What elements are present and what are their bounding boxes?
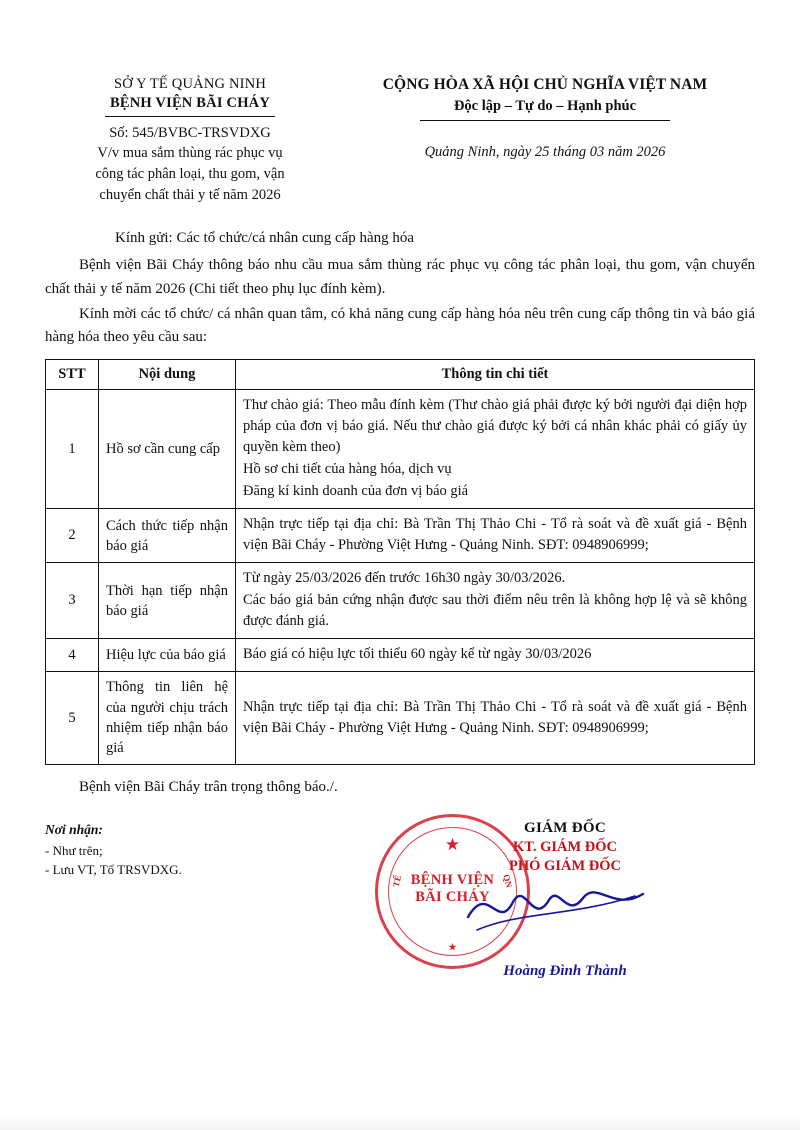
document-footer <box>0 820 800 980</box>
document-subject-line-2: công tác phân loại, thu gom, vận <box>95 165 285 182</box>
row-details <box>236 563 755 639</box>
place-and-date: Quảng Ninh, ngày 25 tháng 03 năm 2026 <box>424 143 666 160</box>
recipients-list-block <box>45 820 375 980</box>
seal-text-line-1: BỆNH VIỆN <box>410 871 495 888</box>
recipient-item: - Lưu VT, Tổ TRSVDXG. <box>45 862 182 878</box>
row-detail-line: Thư chào giá: Theo mẫu đính kèm (Thư chào giá phải được ký bởi người đại diện hợp pháp của đơn vị báo giá. Nếu thư chào giá được ký bởi cá nhân khác phải có giấy ủy quyền kèm theo) <box>243 397 747 456</box>
document-subject-line-1: V/v mua sắm thùng rác phục vụ <box>97 145 283 162</box>
star-icon: ★ <box>444 834 461 854</box>
requirements-table <box>45 359 755 764</box>
recipient-line: Kính gửi: Các tổ chức/cá nhân cung cấp hàng hóa <box>115 230 415 247</box>
signature-subtitle-line-2: PHÓ GIÁM ĐỐC <box>509 857 621 874</box>
handwritten-signature <box>463 872 648 942</box>
table-row <box>46 672 755 764</box>
recipients-title: Nơi nhận: <box>45 821 103 837</box>
hospital-name: BỆNH VIỆN BÃI CHÁY <box>109 95 271 112</box>
row-detail-line: Nhận trực tiếp tại địa chỉ: Bà Trần Thị Thảo Chi - Tổ rà soát và đề xuất giá - Bệnh viện Bãi Cháy - Phường Việt Hưng - Quảng Ninh. SĐT: 0948906999; <box>243 516 747 554</box>
table-row <box>46 390 755 509</box>
row-detail-line: Các báo giá bản cứng nhận được sau thời điểm nêu trên là không hợp lệ và sẽ không được đánh giá. <box>243 592 747 630</box>
document-header <box>0 0 800 205</box>
row-details <box>236 672 755 764</box>
document-body <box>0 227 800 349</box>
document-subject-line-3: chuyển chất thải y tế năm 2026 <box>99 186 281 203</box>
row-detail-line: Đăng kí kinh doanh của đơn vị báo giá <box>243 483 469 500</box>
seal-text <box>375 872 530 906</box>
body-paragraph-1: Bệnh viện Bãi Cháy thông báo nhu cầu mua sắm thùng rác phục vụ công tác phân loại, thu gom, vận chuyển chất thải y tế năm 2026 (Chi tiết theo phụ lục đính kèm). <box>45 257 755 297</box>
signer-name: Hoàng Đình Thành <box>503 962 627 979</box>
row-detail-line: Báo giá có hiệu lực tối thiểu 60 ngày kể từ ngày 30/03/2026 <box>243 646 592 663</box>
row-detail-line: Từ ngày 25/03/2026 đến trước 16h30 ngày 30/03/2026. <box>243 570 566 587</box>
seal-text-line-2: BÃI CHÁY <box>415 888 490 905</box>
table-row <box>46 509 755 563</box>
seal-arc-right: QN <box>500 872 514 889</box>
row-detail-line: Hồ sơ chi tiết của hàng hóa, dịch vụ <box>243 461 452 478</box>
body-paragraph-2: Kính mời các tổ chức/ cá nhân quan tâm, có khả năng cung cấp hàng hóa nêu trên cung cấp thông tin và báo giá hàng hóa theo yêu cầu sau: <box>45 305 755 346</box>
header-divider-left <box>105 116 275 117</box>
column-header-content: Nội dung <box>99 360 236 390</box>
table-row <box>46 639 755 672</box>
table-header-row <box>46 360 755 390</box>
page-bottom-shadow <box>0 1112 800 1130</box>
row-details <box>236 639 755 672</box>
row-index: 1 <box>46 390 99 509</box>
issuing-authority-block <box>45 75 335 205</box>
row-content: Cách thức tiếp nhận báo giá <box>99 509 236 563</box>
row-content: Thông tin liên hệ của người chịu trách nhiệm tiếp nhận báo giá <box>99 672 236 764</box>
column-header-details: Thông tin chi tiết <box>236 360 755 390</box>
signature-title: GIÁM ĐỐC <box>524 819 606 836</box>
column-header-stt: STT <box>46 360 99 390</box>
closing-statement: Bệnh viện Bãi Cháy trân trọng thông báo./. <box>79 778 338 795</box>
row-content: Hồ sơ cần cung cấp <box>99 390 236 509</box>
row-content: Hiệu lực của báo giá <box>99 639 236 672</box>
row-index: 5 <box>46 672 99 764</box>
row-details <box>236 390 755 509</box>
header-divider-right <box>420 120 670 121</box>
row-details <box>236 509 755 563</box>
row-detail-line: Nhận trực tiếp tại địa chỉ: Bà Trần Thị Thảo Chi - Tổ rà soát và đề xuất giá - Bệnh viện Bãi Cháy - Phường Việt Hưng - Quảng Ninh. SĐT: 0948906999; <box>243 698 747 736</box>
row-index: 2 <box>46 509 99 563</box>
national-motto: Độc lập – Tự do – Hạnh phúc <box>453 98 637 115</box>
table-row <box>46 563 755 639</box>
document-number: Số: 545/BVBC-TRSVDXG <box>109 125 271 142</box>
seal-arc-bottom: ★ <box>448 941 457 952</box>
row-index: 4 <box>46 639 99 672</box>
row-content: Thời hạn tiếp nhận báo giá <box>99 563 236 639</box>
requirements-table-wrapper <box>0 359 800 764</box>
department-name: SỞ Y TẾ QUẢNG NINH <box>113 76 267 92</box>
row-index: 3 <box>46 563 99 639</box>
seal-arc-left: TẾ <box>390 873 404 888</box>
signature-block <box>375 820 755 980</box>
national-title: CỘNG HÒA XÃ HỘI CHỦ NGHĨA VIỆT NAM <box>382 76 708 93</box>
signature-subtitle-line-1: KT. GIÁM ĐỐC <box>512 838 618 855</box>
national-heading-block <box>335 75 755 205</box>
recipient-item: - Như trên; <box>45 842 103 858</box>
